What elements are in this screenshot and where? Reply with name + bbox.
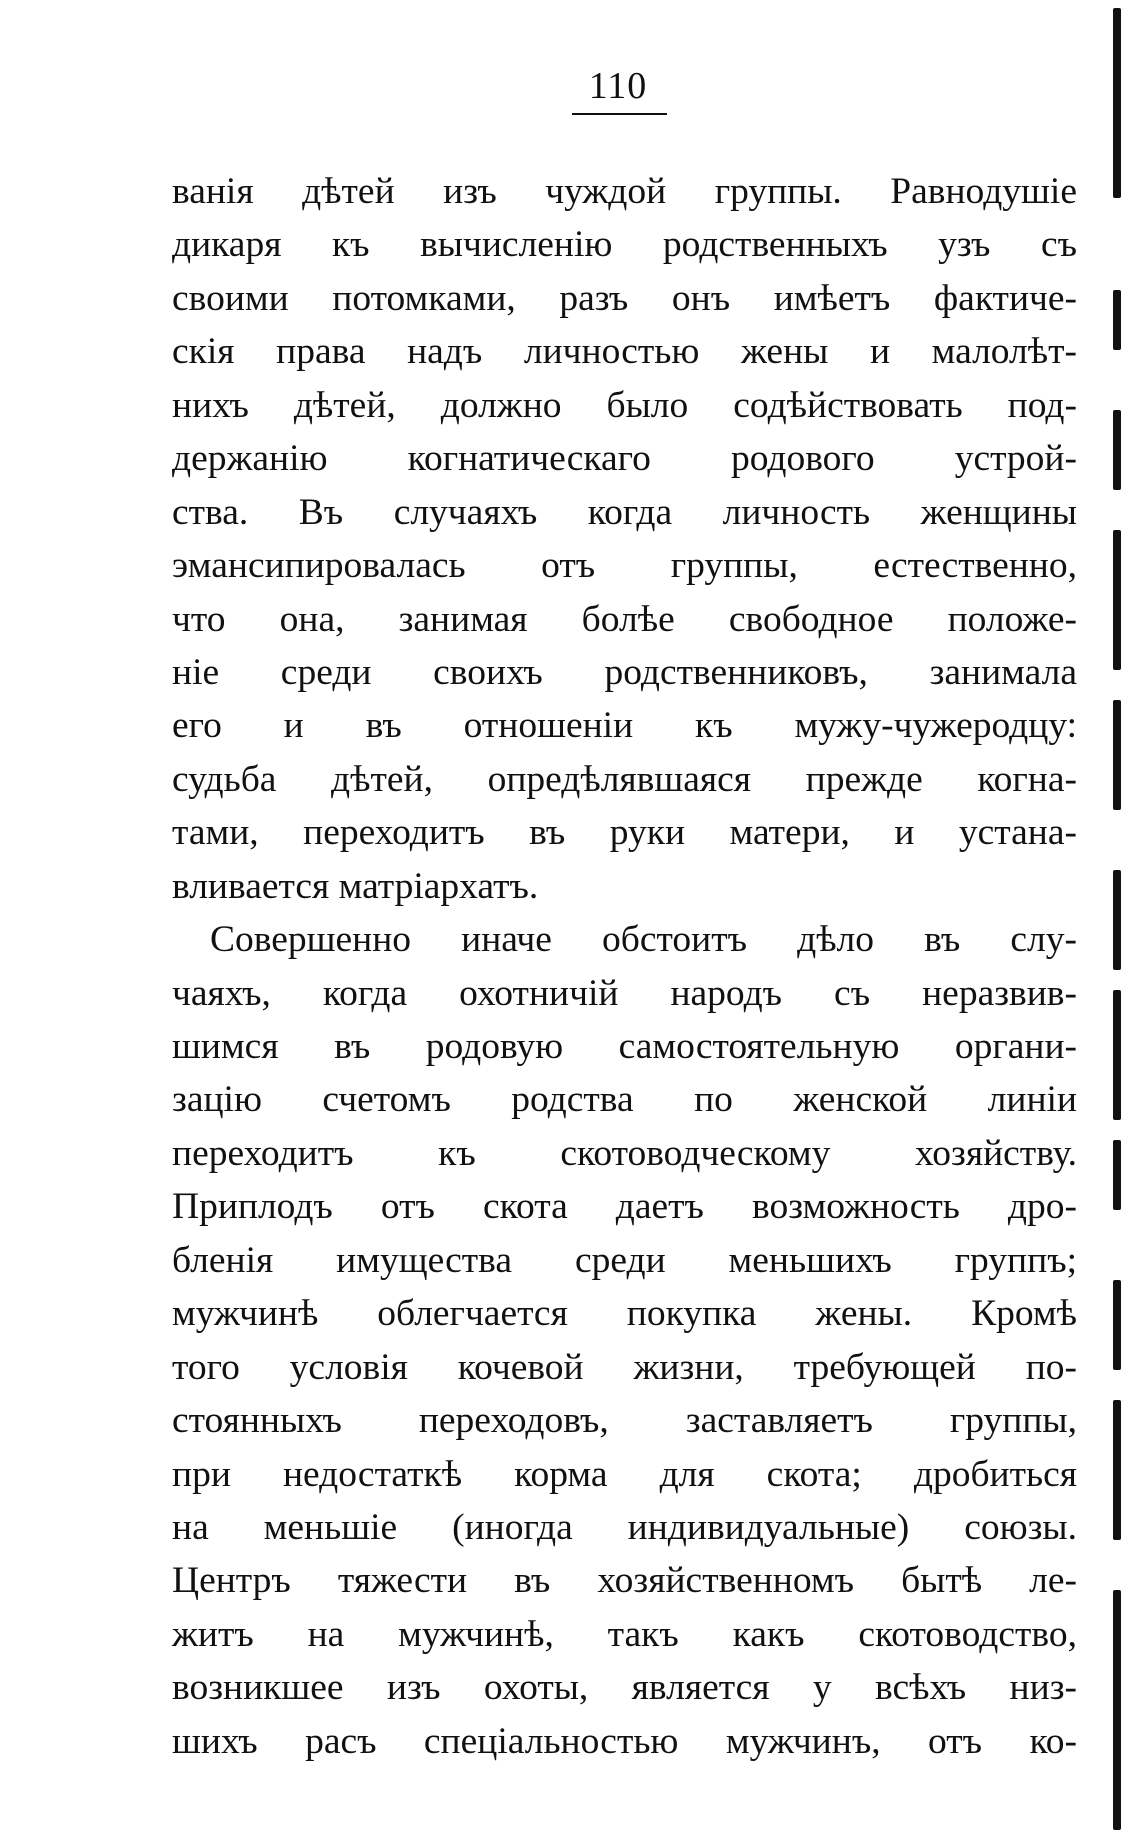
- text-line: Приплодъ отъ скота даетъ возможность дро-: [172, 1186, 1077, 1228]
- binding-edge-segment: [1113, 1590, 1121, 1830]
- body-text: [172, 165, 1077, 1768]
- text-line: чаяхъ, когда охотничій народъ съ неразвив-: [172, 972, 1077, 1014]
- text-line: зацію счетомъ родства по женской линіи: [172, 1079, 1077, 1121]
- text-line: ніе среди своихъ родственниковъ, занимала: [172, 651, 1077, 693]
- text-line: шимся въ родовую самостоятельную органи-: [172, 1026, 1077, 1067]
- binding-edge-segment: [1113, 1400, 1121, 1540]
- binding-edge-segment: [1113, 700, 1121, 810]
- text-line: дикаря къ вычисленію родственныхъ узъ съ: [172, 224, 1077, 266]
- binding-edge-segment: [1113, 530, 1121, 670]
- binding-edge-segment: [1113, 290, 1121, 350]
- text-line: что она, занимая болѣе свободное положе-: [172, 598, 1077, 640]
- text-line: Центръ тяжести въ хозяйственномъ бытѣ ле-: [172, 1560, 1077, 1602]
- text-line: мужчинѣ облегчается покупка жены. Кромѣ: [172, 1293, 1077, 1335]
- binding-edge-segment: [1113, 8, 1121, 198]
- text-line: судьба дѣтей, опредѣлявшаяся прежде когна-: [172, 758, 1077, 800]
- text-line: того условія кочевой жизни, требующей по-: [172, 1346, 1077, 1388]
- text-line: шихъ расъ спеціальностью мужчинъ, отъ ко-: [172, 1720, 1077, 1762]
- binding-edge-segment: [1113, 410, 1121, 490]
- binding-edge-segment: [1113, 990, 1121, 1120]
- paragraph-1: [172, 165, 1077, 913]
- paragraph-2: [172, 913, 1077, 1768]
- text-line: житъ на мужчинѣ, такъ какъ скотоводство,: [172, 1613, 1077, 1655]
- text-line: стоянныхъ переходовъ, заставляетъ группы,: [172, 1400, 1077, 1442]
- text-line: на меньшіе (иногда индивидуальные) союзы.: [172, 1506, 1077, 1548]
- text-line: ванія дѣтей изъ чуждой группы. Равнодушіе: [172, 171, 1077, 212]
- text-line: переходитъ къ скотоводческому хозяйству.: [172, 1132, 1077, 1174]
- text-line: своими потомками, разъ онъ имѣетъ фактиче-: [172, 277, 1077, 319]
- page-number: 110: [588, 65, 648, 107]
- text-line: бленія имущества среди меньшихъ группъ;: [172, 1239, 1077, 1281]
- text-line: держанію когнатическаго родового устрой-: [172, 438, 1077, 480]
- binding-edge-segment: [1113, 870, 1121, 970]
- page-number-underline: [572, 113, 667, 115]
- text-line: скія права надъ личностью жены и малолѣт-: [172, 331, 1077, 373]
- binding-edge-segment: [1113, 1280, 1121, 1370]
- binding-edge-segment: [1113, 1140, 1121, 1210]
- text-line: Совершенно иначе обстоитъ дѣло въ слу-: [210, 919, 1077, 961]
- text-line: при недостаткѣ корма для скота; дробиться: [172, 1453, 1077, 1495]
- text-line: нихъ дѣтей, должно было содѣйствовать под-: [172, 384, 1077, 426]
- text-line: эмансипировалась отъ группы, естественно,: [172, 545, 1077, 587]
- text-line: его и въ отношеніи къ мужу-чужеродцу:: [172, 705, 1077, 747]
- text-line: тами, переходитъ въ руки матери, и устана-: [172, 812, 1077, 854]
- text-line: возникшее изъ охоты, является у всѣхъ низ-: [172, 1667, 1077, 1709]
- text-line: вливается матріархатъ.: [172, 865, 539, 907]
- text-line: ства. Въ случаяхъ когда личность женщины: [172, 491, 1077, 533]
- scan-binding-edge: [1113, 0, 1140, 1847]
